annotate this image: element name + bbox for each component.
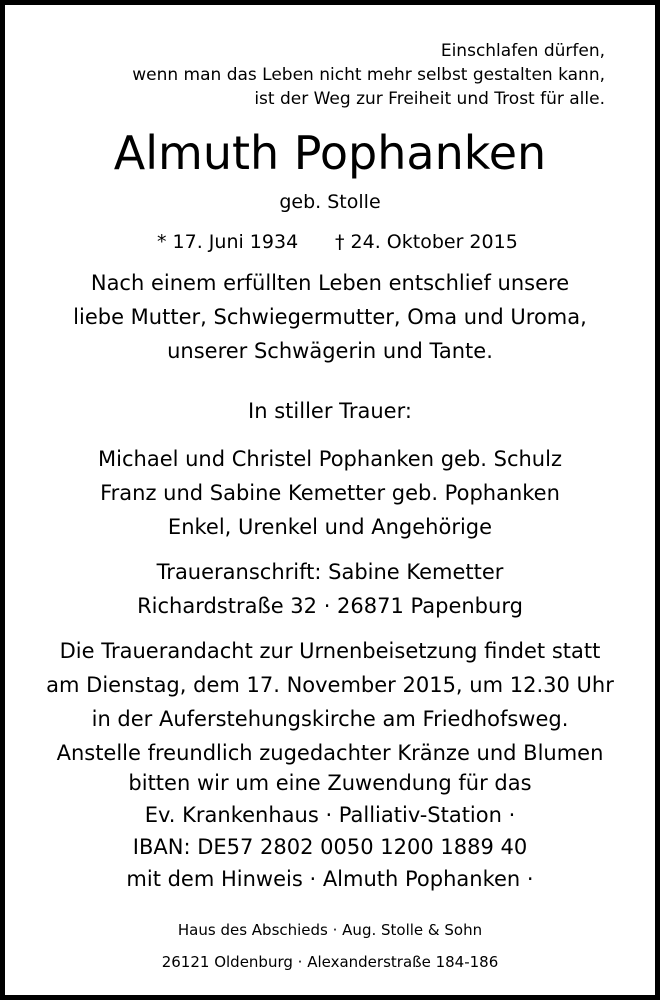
motto-line-1: Einschlafen dürfen, [440, 41, 605, 61]
address-line-1: Traueranschrift: Sabine Kemetter [156, 560, 504, 584]
service-line-7: IBAN: DE57 2802 0050 1200 1889 40 [132, 835, 528, 859]
announcement-line-1: Nach einem erfüllten Leben entschlief unsere [90, 271, 570, 295]
announcement-line-3: unserer Schwägerin und Tante. [167, 339, 493, 363]
service-line-2: am Dienstag, dem 17. November 2015, um 12.30 Uhr [46, 673, 614, 697]
mourner-line-2: Franz und Sabine Kemetter geb. Pophanken [100, 481, 560, 505]
motto-line-2: wenn man das Leben nicht mehr selbst gestalten kann, [132, 65, 605, 85]
service-line-3: in der Auferstehungskirche am Friedhofsweg. [91, 707, 569, 731]
deceased-name: Almuth Pophanken [113, 126, 547, 180]
undertaker-line-1: Haus des Abschieds · Aug. Stolle & Sohn [177, 921, 483, 939]
announcement-line-2: liebe Mutter, Schwiegermutter, Oma und Uroma, [73, 305, 587, 329]
service-line-4: Anstelle freundlich zugedachter Kränze und Blumen [56, 741, 604, 765]
service-line-1: Die Trauerandacht zur Urnenbeisetzung findet statt [59, 639, 601, 663]
service-line-6: Ev. Krankenhaus · Palliativ-Station · [144, 803, 516, 827]
motto-line-3: ist der Weg zur Freiheit und Trost für alle. [254, 89, 605, 109]
mourner-line-3: Enkel, Urenkel und Angehörige [167, 515, 493, 539]
birth-date: * 17. Juni 1934 [157, 231, 299, 253]
service-line-8: mit dem Hinweis · Almuth Pophanken · [126, 867, 534, 891]
death-date: † 24. Oktober 2015 [335, 231, 518, 253]
service-line-5: bitten wir um eine Zuwendung für das [128, 771, 532, 795]
birth-name: geb. Stolle [279, 191, 381, 213]
mourning-heading: In stiller Trauer: [248, 399, 412, 423]
address-line-2: Richardstraße 32 · 26871 Papenburg [137, 594, 523, 618]
mourner-line-1: Michael und Christel Pophanken geb. Schulz [98, 447, 562, 471]
undertaker-line-2: 26121 Oldenburg · Alexanderstraße 184-186 [161, 953, 499, 971]
